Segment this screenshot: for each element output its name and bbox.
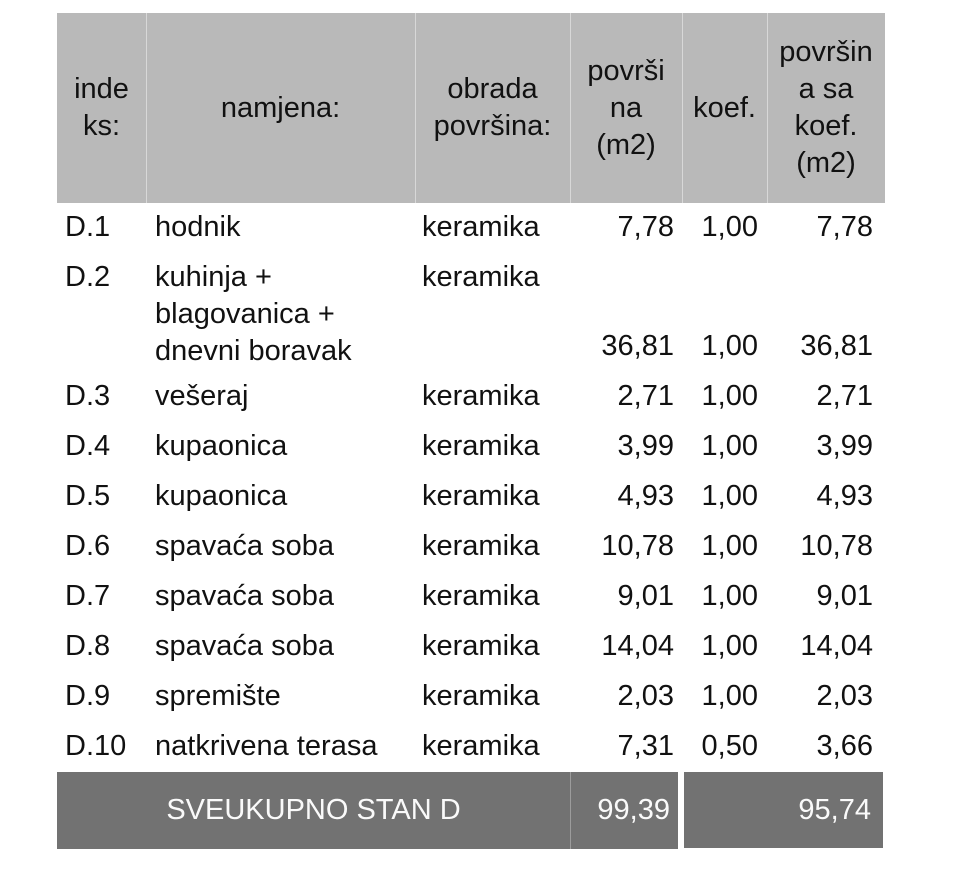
cell-area: 10,78 — [570, 522, 682, 572]
cell-coefficient: 1,00 — [682, 572, 767, 622]
cell-area-coef: 7,78 — [767, 203, 885, 253]
table-row — [57, 203, 885, 253]
cell-purpose: natkrivena terasa — [146, 722, 415, 772]
col-header-povrsina: površi na (m2) — [570, 13, 682, 203]
cell-purpose: spavaća soba — [146, 522, 415, 572]
cell-index: D.3 — [57, 372, 146, 422]
table-row — [57, 372, 885, 422]
cell-purpose: spavaća soba — [146, 622, 415, 672]
table-row — [57, 422, 885, 472]
cell-area-coef: 2,03 — [767, 672, 885, 722]
col-header-namjena: namjena: — [146, 13, 415, 203]
cell-area-coef: 2,71 — [767, 372, 885, 422]
cell-area-coef: 14,04 — [767, 622, 885, 672]
total-label: SVEUKUPNO STAN D — [166, 794, 461, 826]
cell-finish: keramika — [415, 472, 570, 522]
cell-coefficient: 1,00 — [682, 672, 767, 722]
cell-index: D.4 — [57, 422, 146, 472]
cell-finish: keramika — [415, 203, 570, 253]
cell-coefficient: 1,00 — [682, 472, 767, 522]
cell-finish: keramika — [415, 722, 570, 772]
cell-purpose: kupaonica — [146, 422, 415, 472]
cell-finish: keramika — [415, 253, 570, 372]
cell-area: 3,99 — [570, 422, 682, 472]
cell-area-coef: 36,81 — [767, 253, 885, 372]
cell-index: D.8 — [57, 622, 146, 672]
col-header-obrada-povrsina: obrada površina: — [415, 13, 570, 203]
cell-coefficient: 1,00 — [682, 372, 767, 422]
cell-finish: keramika — [415, 572, 570, 622]
cell-area-coef: 3,99 — [767, 422, 885, 472]
cell-coefficient: 1,00 — [682, 203, 767, 253]
cell-area: 9,01 — [570, 572, 682, 622]
area-table-document — [0, 13, 960, 878]
cell-index: D.7 — [57, 572, 146, 622]
table-row — [57, 572, 885, 622]
cell-area: 7,78 — [570, 203, 682, 253]
cell-finish: keramika — [415, 622, 570, 672]
header-row — [57, 13, 885, 203]
total-area-coef-value: 95,74 — [684, 772, 885, 849]
cell-area-coef: 3,66 — [767, 722, 885, 772]
apartment-area-table — [57, 13, 885, 772]
table-row — [57, 522, 885, 572]
cell-purpose: kuhinja + blagovanica + dnevni boravak — [146, 253, 415, 372]
cell-index: D.9 — [57, 672, 146, 722]
cell-finish: keramika — [415, 672, 570, 722]
total-left-block — [57, 772, 678, 849]
table-row — [57, 472, 885, 522]
cell-area-coef: 4,93 — [767, 472, 885, 522]
table-row — [57, 622, 885, 672]
cell-coefficient: 1,00 — [682, 253, 767, 372]
col-header-koef: koef. — [682, 13, 767, 203]
cell-index: D.10 — [57, 722, 146, 772]
cell-finish: keramika — [415, 372, 570, 422]
cell-finish: keramika — [415, 522, 570, 572]
cell-purpose: vešeraj — [146, 372, 415, 422]
table-header — [57, 13, 885, 203]
cell-area: 7,31 — [570, 722, 682, 772]
table-row — [57, 253, 885, 372]
cell-area: 4,93 — [570, 472, 682, 522]
cell-coefficient: 1,00 — [682, 622, 767, 672]
table-row — [57, 672, 885, 722]
cell-coefficient: 1,00 — [682, 522, 767, 572]
cell-purpose: spavaća soba — [146, 572, 415, 622]
cell-area-coef: 9,01 — [767, 572, 885, 622]
cell-coefficient: 0,50 — [682, 722, 767, 772]
cell-index: D.1 — [57, 203, 146, 253]
col-header-povrsina-sa-koef: površin a sa koef. (m2) — [767, 13, 885, 203]
cell-finish: keramika — [415, 422, 570, 472]
cell-purpose: kupaonica — [146, 472, 415, 522]
cell-area: 2,03 — [570, 672, 682, 722]
table-body — [57, 203, 885, 772]
cell-purpose: spremište — [146, 672, 415, 722]
cell-index: D.5 — [57, 472, 146, 522]
total-row — [57, 772, 885, 849]
cell-area: 36,81 — [570, 253, 682, 372]
cell-coefficient: 1,00 — [682, 422, 767, 472]
table-row — [57, 722, 885, 772]
cell-index: D.2 — [57, 253, 146, 372]
cell-area-coef: 10,78 — [767, 522, 885, 572]
col-header-indeks: inde ks: — [57, 13, 146, 203]
cell-index: D.6 — [57, 522, 146, 572]
cell-area: 14,04 — [570, 622, 682, 672]
total-area-value: 99,39 — [570, 772, 678, 849]
cell-purpose: hodnik — [146, 203, 415, 253]
cell-area: 2,71 — [570, 372, 682, 422]
